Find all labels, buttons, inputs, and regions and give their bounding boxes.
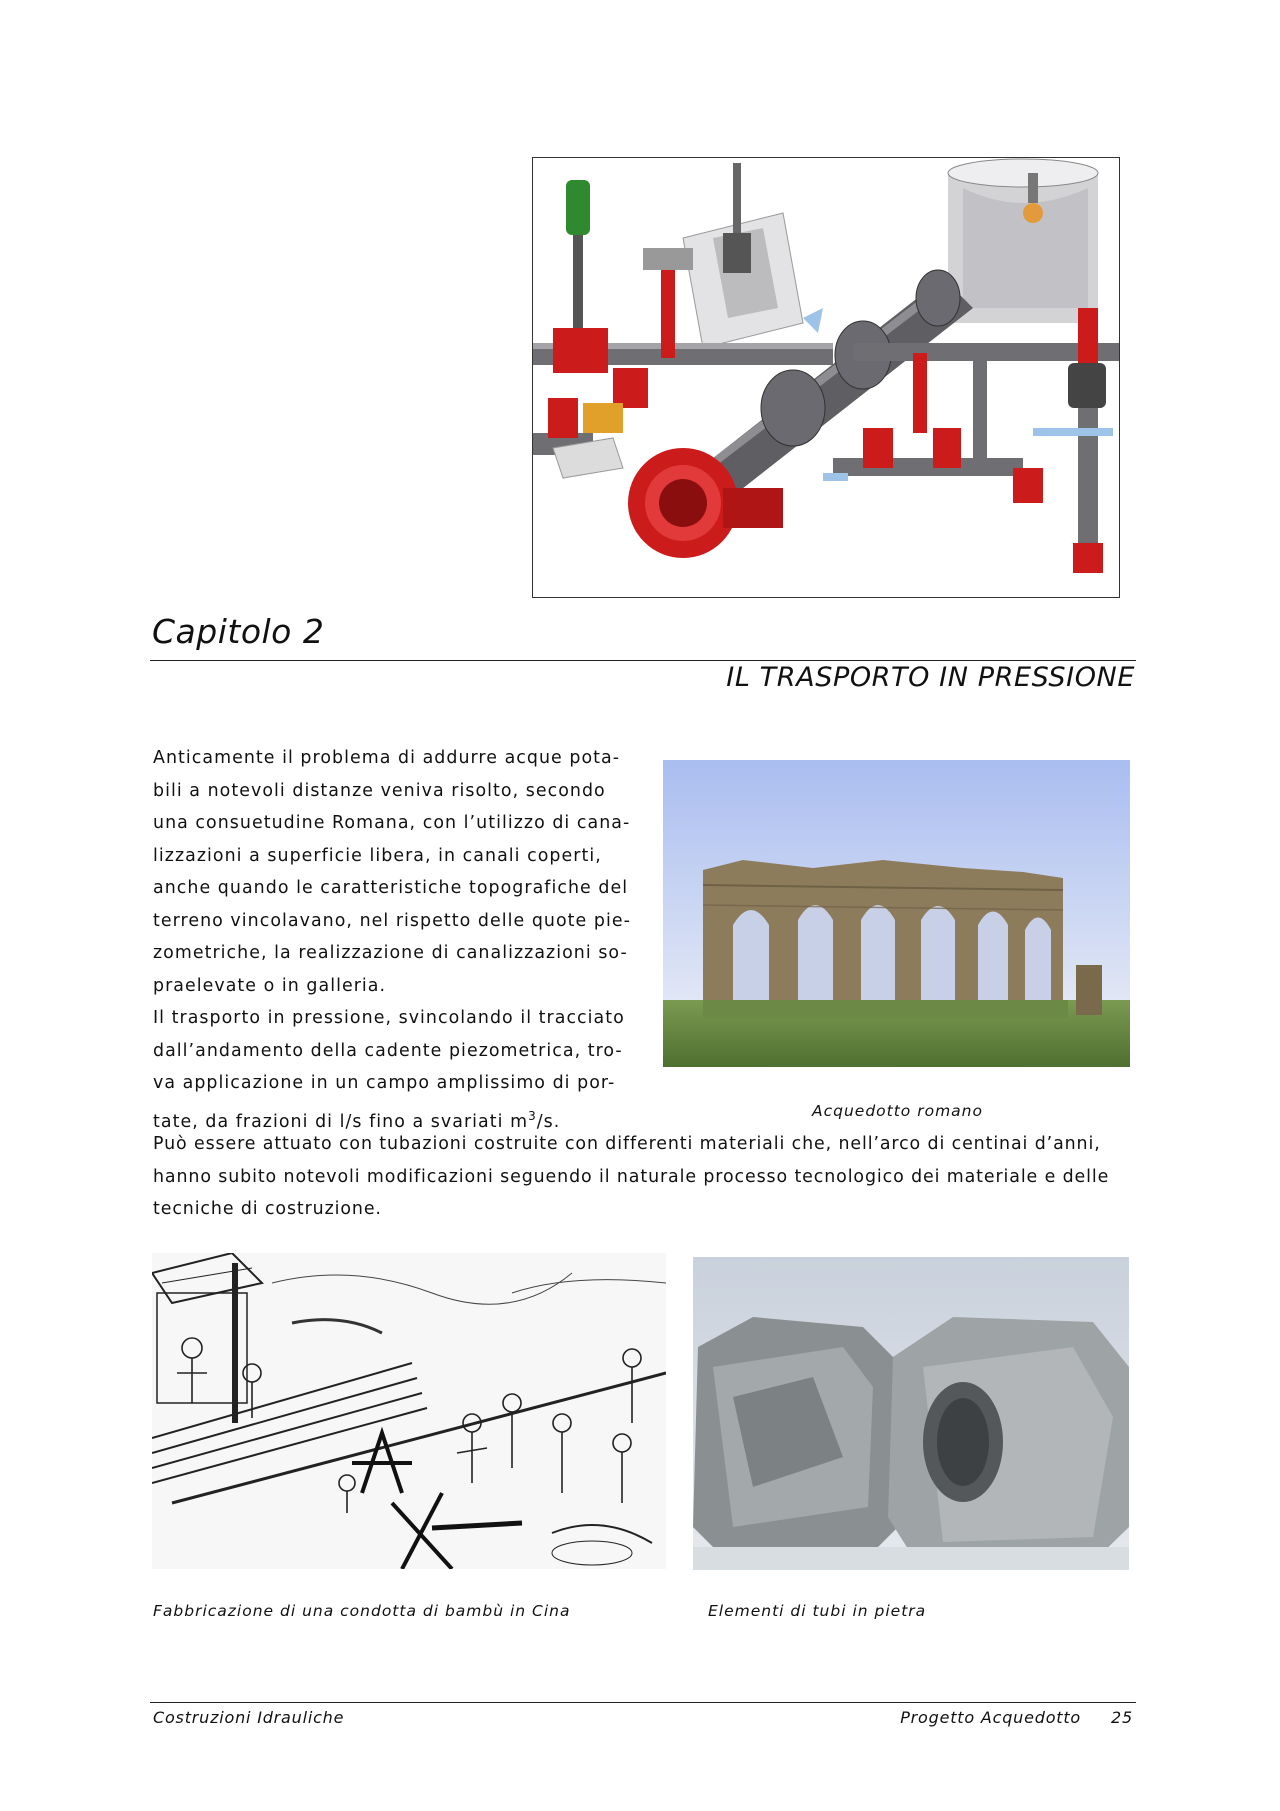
intro-line: va applicazione in un campo amplissimo di por- — [153, 1073, 616, 1093]
chapter-title: IL TRASPORTO IN PRESSIONE — [726, 662, 1135, 693]
intro-line: praelevate o in galleria. — [153, 975, 387, 996]
bamboo-pipe-drawing — [152, 1253, 666, 1569]
footer-project: Progetto Acquedotto — [900, 1708, 1082, 1727]
intro-line: anche quando le caratteristiche topografiche del — [153, 878, 629, 898]
stone-pipe-photo — [693, 1257, 1129, 1570]
footer-left: Costruzioni Idrauliche — [153, 1708, 345, 1727]
intro-line: terreno vincolavano, nel rispetto delle quote pie- — [153, 910, 631, 931]
pipe-network-illustration — [532, 157, 1120, 598]
intro-line: una consuetudine Romana, con l’utilizzo di cana- — [153, 813, 631, 833]
intro-last-suffix: /s. — [536, 1111, 561, 1132]
continuation-line: tecniche di costruzione. — [153, 1199, 382, 1219]
superscript: 3 — [528, 1108, 537, 1123]
continuation-line: Può essere attuato con tubazioni costruite con differenti materiali che, nell’arco di centinai d’anni, — [153, 1134, 1101, 1154]
chapter-label: Capitolo 2 — [152, 612, 325, 651]
roman-aqueduct-photo — [663, 760, 1130, 1067]
stone-caption: Elementi di tubi in pietra — [708, 1602, 927, 1620]
aqueduct-caption: Acquedotto romano — [812, 1102, 983, 1120]
intro-line: Anticamente il problema di addurre acque pota- — [153, 748, 621, 768]
intro-line: Il trasporto in pressione, svincolando il tracciato — [153, 1008, 625, 1028]
footer-right — [900, 1708, 1133, 1727]
continuation-paragraph — [153, 1128, 1143, 1226]
intro-line: lizzazioni a superficie libera, in canali coperti, — [153, 845, 602, 866]
chapter-rule — [150, 660, 1136, 661]
page-number: 25 — [1111, 1708, 1133, 1727]
bamboo-caption: Fabbricazione di una condotta di bambù in Cina — [153, 1602, 571, 1620]
intro-line: zometriche, la realizzazione di canalizzazioni so- — [153, 943, 628, 963]
continuation-line: hanno subito notevoli modificazioni seguendo il naturale processo tecnologico dei materiale e delle — [153, 1166, 1110, 1187]
intro-line: bili a notevoli distanze veniva risolto, secondo — [153, 780, 606, 801]
footer-rule — [150, 1702, 1136, 1703]
intro-line: dall’andamento della cadente piezometrica, tro- — [153, 1040, 623, 1061]
intro-last-text: tate, da frazioni di l/s fino a svariati m — [153, 1111, 529, 1132]
intro-paragraph — [153, 742, 633, 1138]
